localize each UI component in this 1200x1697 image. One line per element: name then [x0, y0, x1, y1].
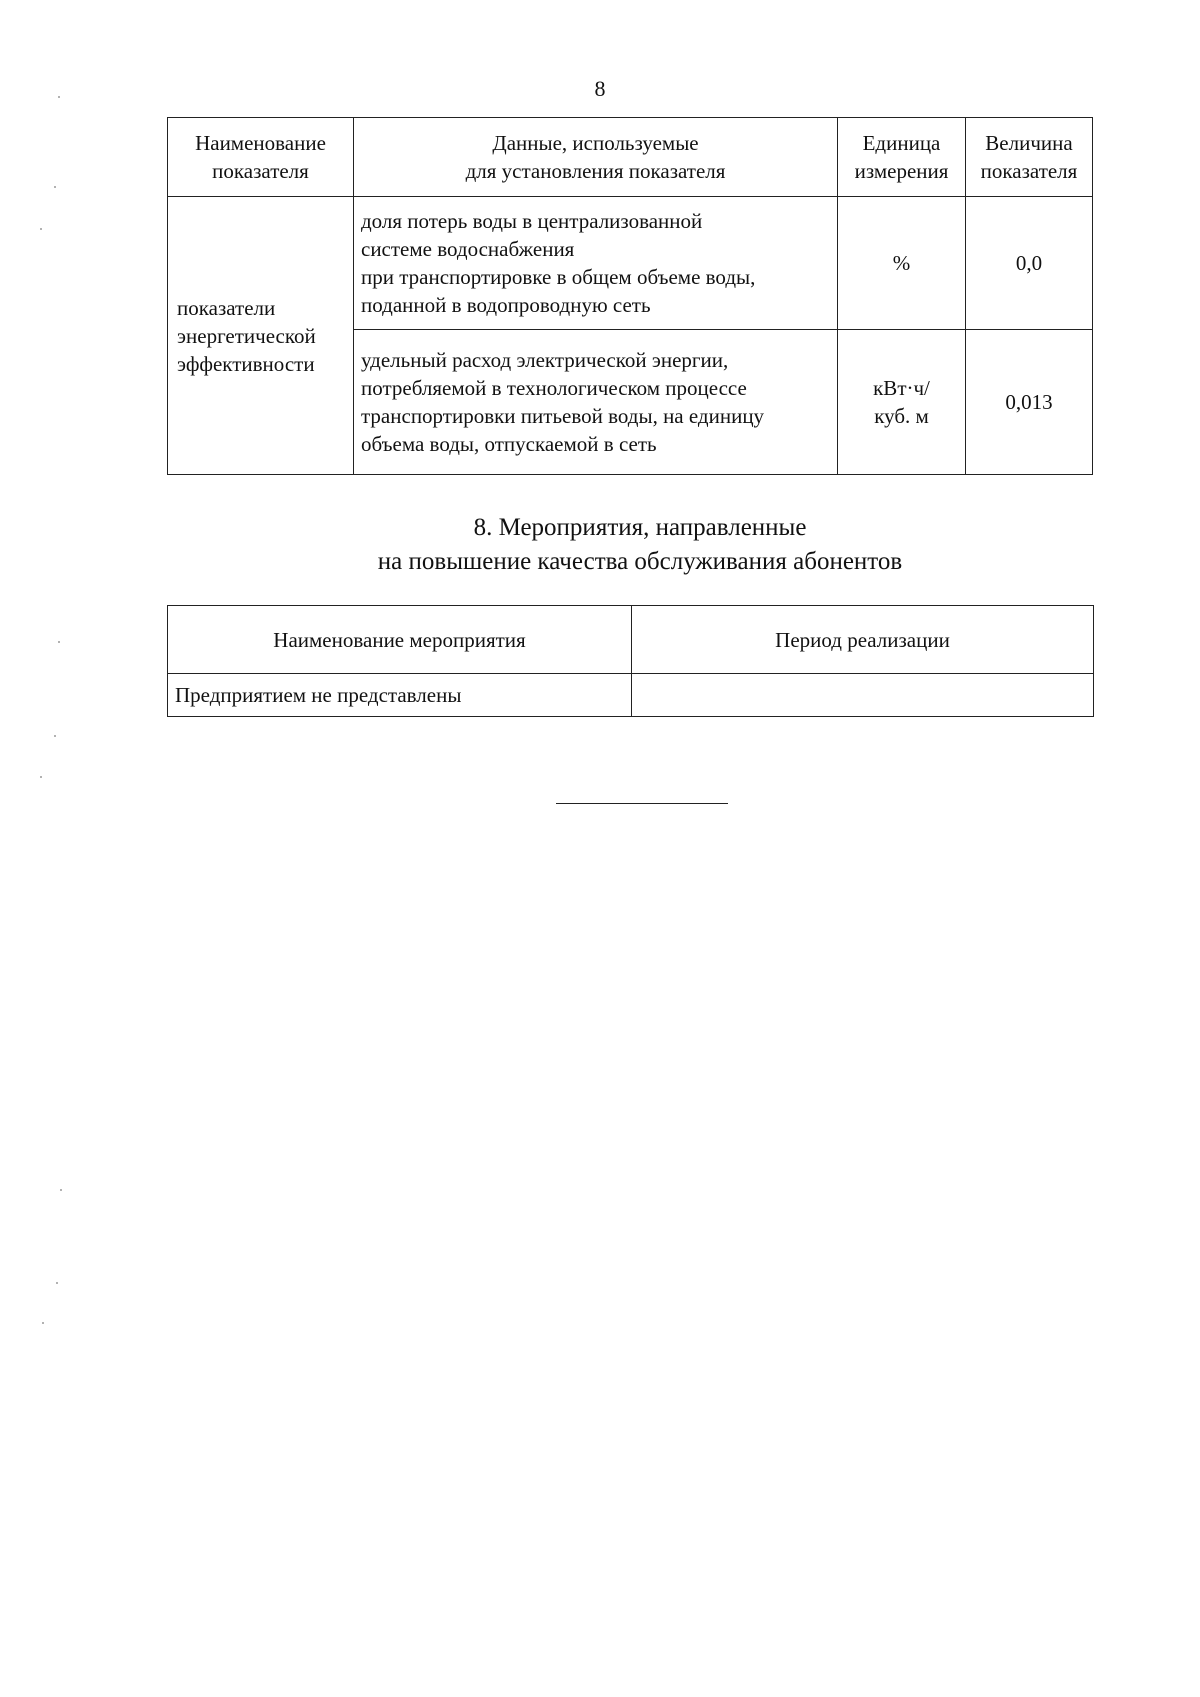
end-of-document-rule	[556, 803, 728, 804]
row-value: 0,013	[966, 330, 1093, 475]
row-unit: кВт·ч/ куб. м	[838, 330, 966, 475]
row-value: 0,0	[966, 197, 1093, 330]
scan-speck	[40, 228, 42, 230]
indicators-table	[167, 117, 1093, 475]
header-indicator-name: Наименование показателя	[168, 118, 354, 197]
table-header-row	[168, 118, 1093, 197]
scan-speck	[58, 96, 60, 98]
header-measure-name: Наименование мероприятия	[168, 606, 632, 674]
measure-name-cell: Предприятием не представлены	[168, 674, 632, 717]
header-period: Период реализации	[632, 606, 1094, 674]
table-row	[168, 674, 1094, 717]
measure-period-cell	[632, 674, 1094, 717]
scan-speck	[54, 186, 56, 188]
row-data-description: доля потерь воды в централизованной системе водоснабжения при транспортировке в общем объеме воды, поданной в водопроводную сеть	[354, 197, 838, 330]
row-unit: %	[838, 197, 966, 330]
measures-table	[167, 605, 1094, 717]
scan-speck	[60, 1189, 62, 1191]
row-data-description: удельный расход электрической энергии, потребляемой в технологическом процессе транспортировки питьевой воды, на единицу объема воды, отпускаемой в сеть	[354, 330, 838, 475]
header-source-data: Данные, используемые для установления показателя	[354, 118, 838, 197]
scan-speck	[40, 776, 42, 778]
header-unit: Единица измерения	[838, 118, 966, 197]
page-number: 8	[594, 76, 606, 101]
table-row	[168, 197, 1093, 330]
table-header-row	[168, 606, 1094, 674]
scan-speck	[58, 641, 60, 643]
scan-speck	[56, 1282, 58, 1284]
scan-speck	[42, 1322, 44, 1324]
section-title: 8. Мероприятия, направленные на повышение качества обслуживания абонентов	[377, 514, 903, 575]
header-value: Величина показателя	[966, 118, 1093, 197]
indicator-group-label: показатели энергетической эффективности	[168, 197, 354, 475]
scan-speck	[54, 735, 56, 737]
